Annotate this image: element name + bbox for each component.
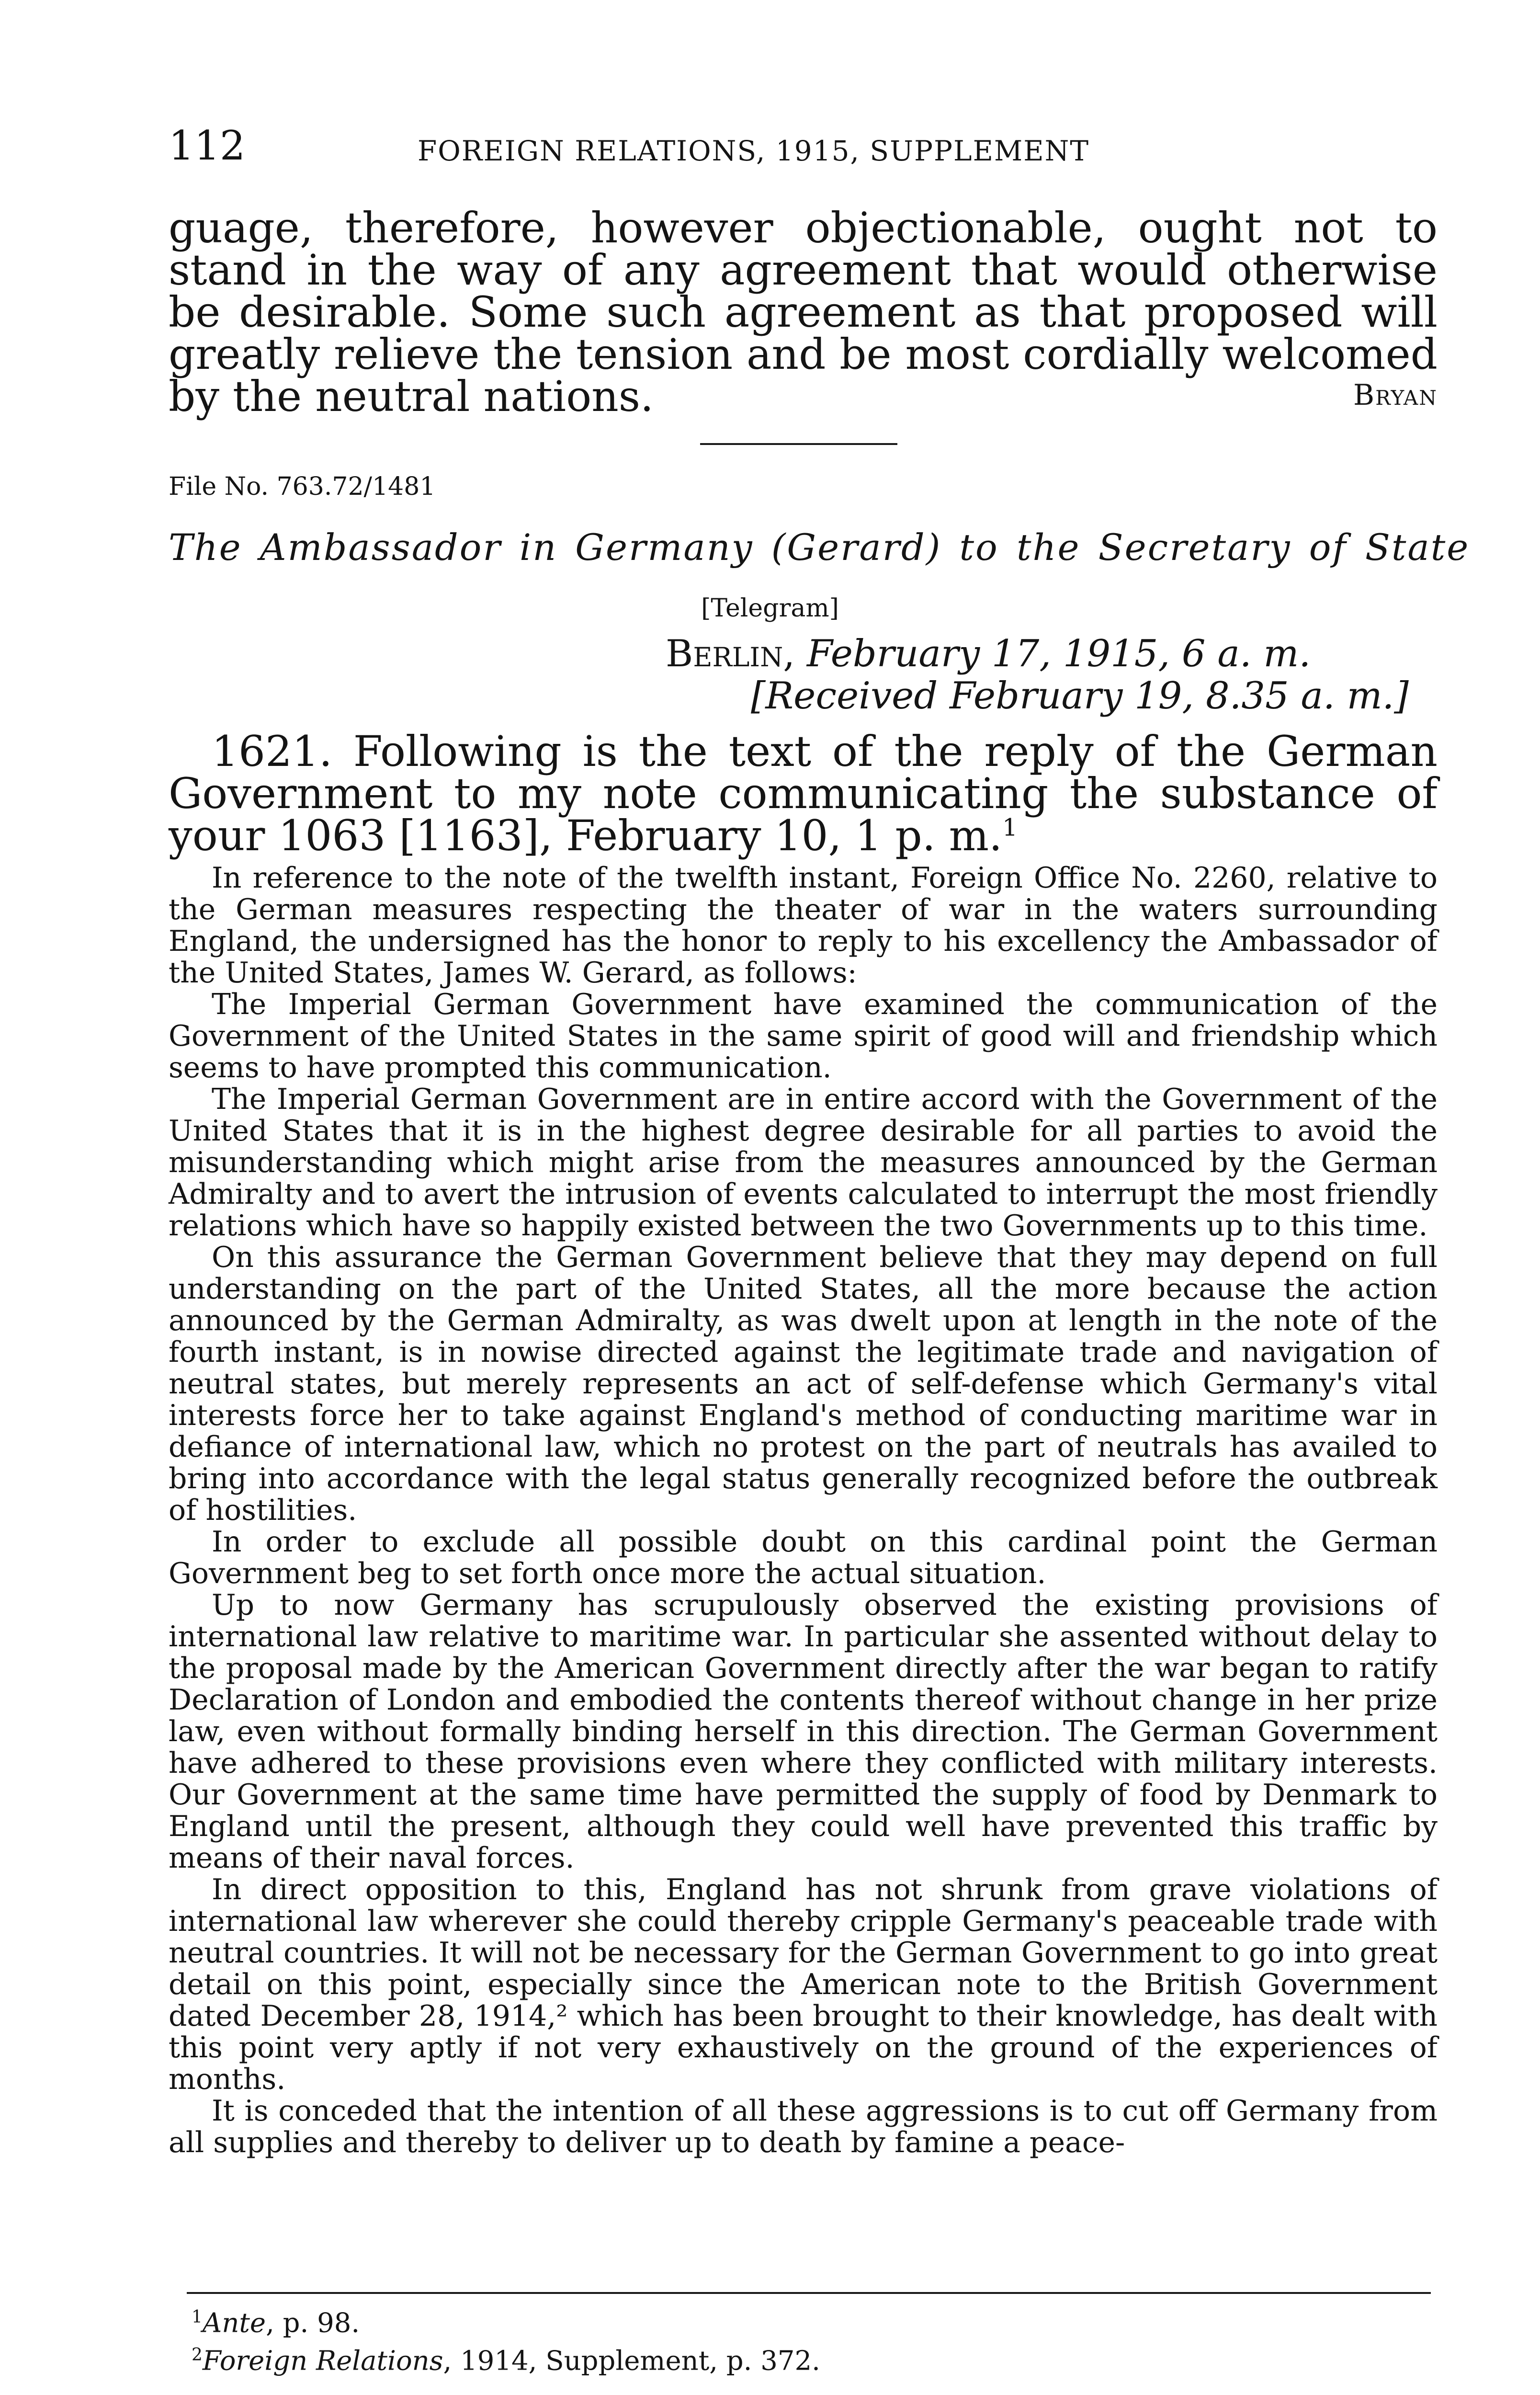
dateline <box>666 632 1311 675</box>
body-paragraph: On this assurance the German Government believe that they may depend on full understanding on the part of the United States, all the more because the action announced by the German Admiralty, as was dwelt upon at length in the note of the fourth instant, is in nowise directed against the legitimate trade and navigation of neutral states, but merely represents an act of self-defense which Germany's vital interests force her to take against England's method of conducting maritime war in defiance of international law, which no protest on the part of neutrals has availed to bring into accordance with the legal status generally recognized before the outbreak of hostilities. <box>169 1241 1438 1527</box>
page-number: 112 <box>169 122 246 169</box>
footnote <box>192 2302 820 2339</box>
document-title: The Ambassador in Germany (Gerard) to the Secretary of State <box>169 526 1470 569</box>
body-paragraph: The Imperial German Government are in entire accord with the Government of the United States that it is in the highest degree desirable for all parties to avoid the misunderstanding which might arise from the measures announced by the German Admiralty and to avert the intrusion of events calculated to interrupt the most friendly relations which have so happily existed between the two Governments up to this time. <box>169 1083 1438 1243</box>
telegram-body <box>169 862 1438 2158</box>
document-type: [Telegram] <box>701 594 839 623</box>
footnote <box>192 2339 820 2377</box>
body-paragraph: It is conceded that the intention of all these aggressions is to cut off Germany from all supplies and thereby to deliver up to death by famine a peace- <box>169 2094 1438 2159</box>
section-divider <box>700 443 897 445</box>
signature: Bryan <box>1353 378 1438 412</box>
continuation-paragraph: guage, therefore, however objectionable, ought not to stand in the way of any agreement that would otherwise be desirable. Some such agreement as that proposed will greatly relieve the tension and be most cordially welcomed by the neutral nations. <box>169 203 1438 421</box>
body-paragraph: In order to exclude all possible doubt on this cardinal point the German Government beg to set forth once more the actual situation. <box>169 1525 1438 1590</box>
footnote-divider <box>187 2292 1431 2294</box>
running-head: FOREIGN RELATIONS, 1915, SUPPLEMENT <box>418 135 1090 167</box>
footnotes <box>192 2302 820 2377</box>
page-header <box>169 122 1438 178</box>
dateline-place: Berlin, <box>666 632 795 675</box>
body-paragraph: The Imperial German Government have examined the communication of the Government of the United States in the same spirit of good will and friendship which seems to have prompted this communication. <box>169 988 1438 1084</box>
footnote-rest: , 1914, Supplement, p. 372. <box>443 2345 820 2377</box>
lead-paragraph-text: 1621. Following is the text of the reply of the German Government to my note communicating the substance of your 1063 [1163], February 10, 1 p. m. <box>169 727 1438 860</box>
footnote-mark: 2 <box>192 2345 203 2365</box>
footnote-mark: 1 <box>192 2307 203 2327</box>
footnote-source: Foreign Relations <box>202 2345 443 2377</box>
body-paragraph: Up to now Germany has scrupulously observed the existing provisions of international law relative to maritime war. In particular she assented without delay to the proposal made by the American Government directly after the war began to ratify Declaration of London and embodied the contents thereof without change in her prize law, even without formally binding herself in this direction. The German Government have adhered to these provisions even where they conflicted with military interests. Our Government at the same time have permitted the supply of food by Denmark to England until the present, although they could well have prevented this traffic by means of their naval forces. <box>169 1588 1438 1875</box>
footnote-marker: 1 <box>1002 813 1018 842</box>
dateline-date: February 17, 1915, 6 a. m. <box>806 632 1311 675</box>
footnote-source: Ante <box>202 2307 266 2339</box>
body-paragraph: In direct opposition to this, England has not shrunk from grave violations of international law wherever she could thereby cripple Germany's peaceable trade with neutral countries. It will not be necessary for the German Government to go into great detail on this point, especially since the American note to the British Government dated December 28, 1914,² which has been brought to their knowledge, has dealt with this point very aptly if not very exhaustively on the ground of the experiences of months. <box>169 1873 1438 2096</box>
received-line: [Received February 19, 8.35 a. m.] <box>751 674 1409 718</box>
file-number: File No. 763.72/1481 <box>169 472 436 501</box>
footnote-rest: , p. 98. <box>266 2307 360 2339</box>
lead-paragraph <box>169 727 1438 860</box>
body-paragraph: In reference to the note of the twelfth instant, Foreign Office No. 2260, relative to the German measures respecting the theater of war in the waters surrounding England, the undersigned has the honor to reply to his excellency the Ambassador of the United States, James W. Gerard, as follows: <box>169 861 1438 990</box>
